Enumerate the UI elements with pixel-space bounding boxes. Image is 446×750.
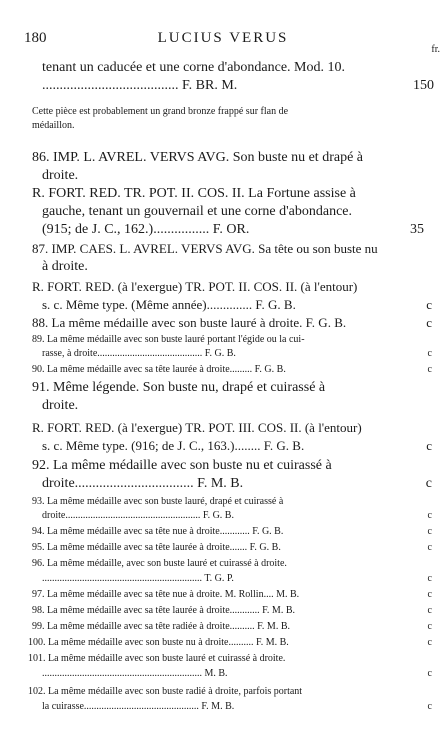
rarity-value: 35 [410,222,424,237]
entry-line-text: 90. La même médaille avec sa tête laurée à droite......... F. G. B. [32,364,286,375]
entry-line-text: (915; de J. C., 162.)................ F. OR. [42,222,250,237]
entry-line-text: s. c. Même type. (916; de J. C., 163.)........ F. G. B. [42,438,305,453]
entry-line-text: la cuirasse.............................................. F. M. B. [42,701,235,712]
entry-line-text: ....................................... F. BR. M. [42,78,238,93]
rarity-value: 150 [413,78,434,93]
rarity-value: c [427,573,432,584]
rarity-value: c [427,668,432,679]
rarity-value: c [427,364,432,375]
rarity-value: c [427,510,432,521]
rarity-value: c [427,701,432,712]
entry-line-text: 102. La même médaille avec son buste radié à droite, parfois portant [28,686,303,697]
entry-line-text: 92. La même médaille avec son buste nu et cuirassé à [32,458,332,473]
entry-line-text: droite...................................................... F. G. B. [42,510,234,521]
corner-mark: fr. [431,44,440,55]
entry-line-text: 99. La même médaille avec sa tête radiée à droite.......... F. M. B. [32,621,290,632]
rarity-value: c [426,297,432,312]
entry-line-text: 94. La même médaille avec sa tête nue à droite............ F. G. B. [32,526,284,537]
entry-line-text: rasse, à droite.......................................... F. G. B. [42,348,236,359]
entry-line-text: R. FORT. RED. (à l'exergue) TR. POT. II. COS. II. (à l'entour) [32,279,358,294]
rarity-value: c [427,589,432,600]
entry-line-text: 95. La même médaille avec sa tête laurée à droite....... F. G. B. [32,542,281,553]
entry-line-text: s. c. Même type. (Même année).............. F. G. B. [42,297,296,312]
entry-line-text: 86. IMP. L. AVREL. VERVS AVG. Son buste nu et drapé à [32,150,364,165]
rarity-value: c [426,315,432,330]
entry-line-text: droite. [42,398,79,413]
running-head: LUCIUS VERUS [157,30,289,46]
entry-line-text: gauche, tenant un gouvernail et une corne d'abondance. [42,204,353,219]
entry-line-text: 96. La même médaille, avec son buste lauré et cuirassé à droite. [32,558,287,569]
rarity-value: c [427,637,432,648]
page-header [0,30,446,55]
entry-line-text: 88. La même médaille avec son buste lauré à droite. F. G. B. [32,315,347,330]
entry-line-text: ................................................................ M. B. [42,668,228,679]
rarity-value: c [425,476,432,491]
rarity-value: c [426,438,432,453]
entry-line-text: 98. La même médaille avec sa tête laurée à droite............ F. M. B. [32,605,295,616]
entry-line-text: R. FORT. RED. (à l'exergue) TR. POT. III. COS. II. (à l'entour) [32,420,362,435]
entry-line-text: à droite. [42,259,88,274]
entry-line-text: 91. Même légende. Son buste nu, drapé et cuirassé à [32,380,326,395]
entry-line-text: droite. [42,168,79,183]
entry-line-text: 101. La même médaille avec son buste lauré et cuirassé à droite. [28,653,286,664]
entry-line-text: 100. La même médaille avec son buste nu à droite.......... F. M. B. [28,637,289,648]
rarity-value: c [427,621,432,632]
entry-line-text: 97. La même médaille avec sa tête nue à droite. M. Rollin.... M. B. [32,589,300,600]
rarity-value: c [427,348,432,359]
page-number: 180 [24,30,47,46]
entry-line-text: Cette pièce est probablement un grand bronze frappé sur flan de [32,106,289,117]
rarity-value: c [427,605,432,616]
rarity-value: c [427,526,432,537]
entry-line-text: R. FORT. RED. TR. POT. II. COS. II. La Fortune assise à [32,186,356,201]
entry-line-text: droite.................................. F. M. B. [42,476,244,491]
entry-line-text: tenant un caducée et une corne d'abondance. Mod. 10. [42,60,346,75]
entry-line-text: 87. IMP. CAES. L. AVREL. VERVS AVG. Sa tête ou son buste nu [32,241,378,256]
entry-line-text: ................................................................ T. G. P. [42,573,234,584]
entry-line-text: 93. La même médaille avec son buste lauré, drapé et cuirassé à [32,496,284,507]
entry-line-text: médaillon. [32,120,75,131]
entry-line-text: 89. La même médaille avec son buste lauré portant l'égide ou la cui- [32,334,305,345]
rarity-value: c [427,542,432,553]
